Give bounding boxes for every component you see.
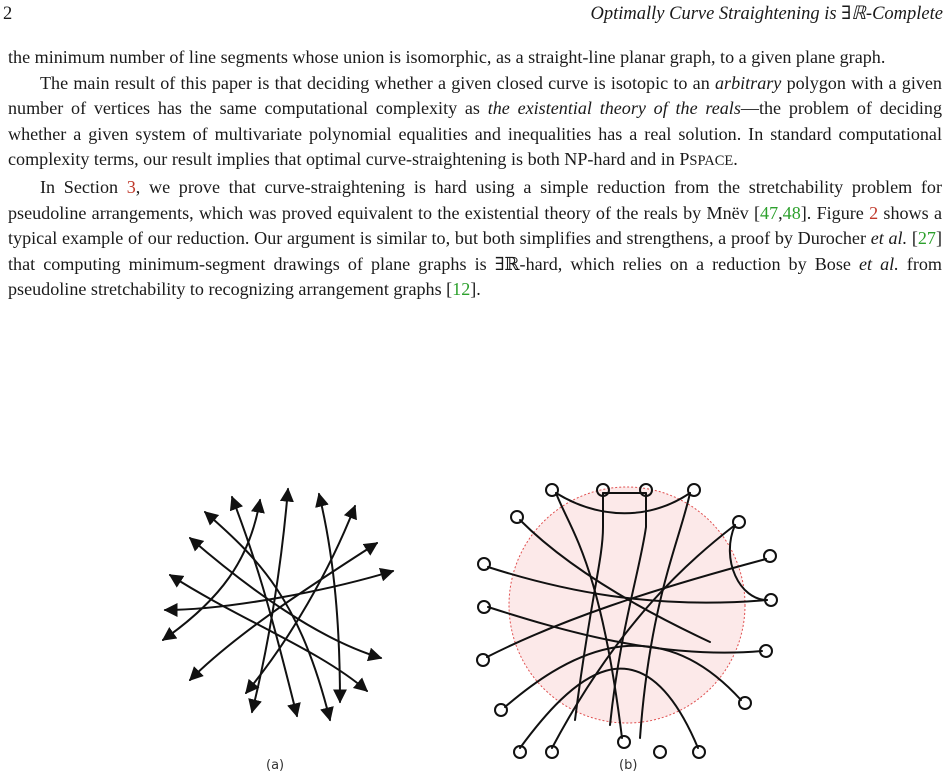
page-number: 2 (3, 4, 13, 24)
citation-link-48[interactable]: 48 (782, 202, 801, 223)
p2-text-2: polygon with a given number of vertices has the same computational complexity as (8, 72, 942, 119)
p3-emphasis-et-al-1: et al. (870, 228, 908, 249)
loop (654, 746, 666, 758)
p2-emphasis-existential-theory: the existential theory of the reals (487, 98, 741, 119)
citation-separator: , (778, 202, 783, 223)
loop (739, 697, 751, 709)
loop (688, 484, 700, 496)
p3-text-2: , we prove that curve-straightening is hard using a simple reduction from the stretchability problem for pseudoline arrangements, which was proved equivalent to the existential theory of the reals by Mnëv [ (8, 176, 942, 223)
p3-text-1: In Section (40, 176, 127, 197)
p3-text-4: shows a typical example of our reduction. Our argument is similar to, but both simplifies and strengthens, a proof by Durocher (8, 202, 942, 249)
figure-ref-link[interactable]: 2 (869, 202, 879, 223)
running-title: Optimally Curve Straightening is ∃ℝ-Complete (590, 4, 943, 24)
shaded-disk (509, 487, 745, 723)
loop (495, 704, 507, 716)
pspace-smallcaps: SPACE (689, 153, 734, 170)
figure-a-caption: (a) (266, 758, 285, 773)
pseudoline (319, 494, 340, 702)
loop (733, 516, 745, 528)
figure-a-pseudoline-arrangement (163, 489, 393, 720)
loop (511, 511, 523, 523)
citation-link-12[interactable]: 12 (452, 279, 471, 300)
p3-text-3: ]. Figure (800, 202, 870, 223)
loop (618, 736, 630, 748)
p2-text-1: The main result of this paper is that deciding whether a given closed curve is isotopic to an (40, 72, 715, 93)
p3-text-5: [ (907, 228, 918, 249)
loop (546, 484, 558, 496)
paragraph-1: the minimum number of line segments whose union is isomorphic, as a straight-line planar graph, to a given plane graph. (8, 47, 886, 67)
figure-b-curve-construction (477, 484, 777, 758)
section-ref-link[interactable]: 3 (126, 176, 136, 197)
citation-link-27[interactable]: 27 (917, 228, 936, 249)
p3-text-7: from pseudoline stretchability to recognizing arrangement graphs [ (8, 253, 942, 300)
loop (477, 654, 489, 666)
p2-text-3: —the problem of deciding whether a given system of multivariate polynomial equalities and inequalities has a real solution. In standard computational complexity terms, our result implies that optimal curve-straightening is both NP-hard and in P (8, 98, 942, 170)
loop (693, 746, 705, 758)
p3-text-6: ] that computing minimum-segment drawings of plane graphs is ∃ℝ-hard, which relies on a reduction by Bose (8, 228, 942, 274)
citation-link-47[interactable]: 47 (760, 202, 779, 223)
p2-text-4: . (733, 149, 738, 170)
figure-b-caption: (b) (619, 758, 638, 773)
p2-emphasis-arbitrary: arbitrary (714, 72, 782, 93)
loop (764, 550, 776, 562)
p3-text-8: ]. (470, 279, 481, 300)
p3-emphasis-et-al-2: et al. (859, 253, 899, 274)
loop (478, 558, 490, 570)
